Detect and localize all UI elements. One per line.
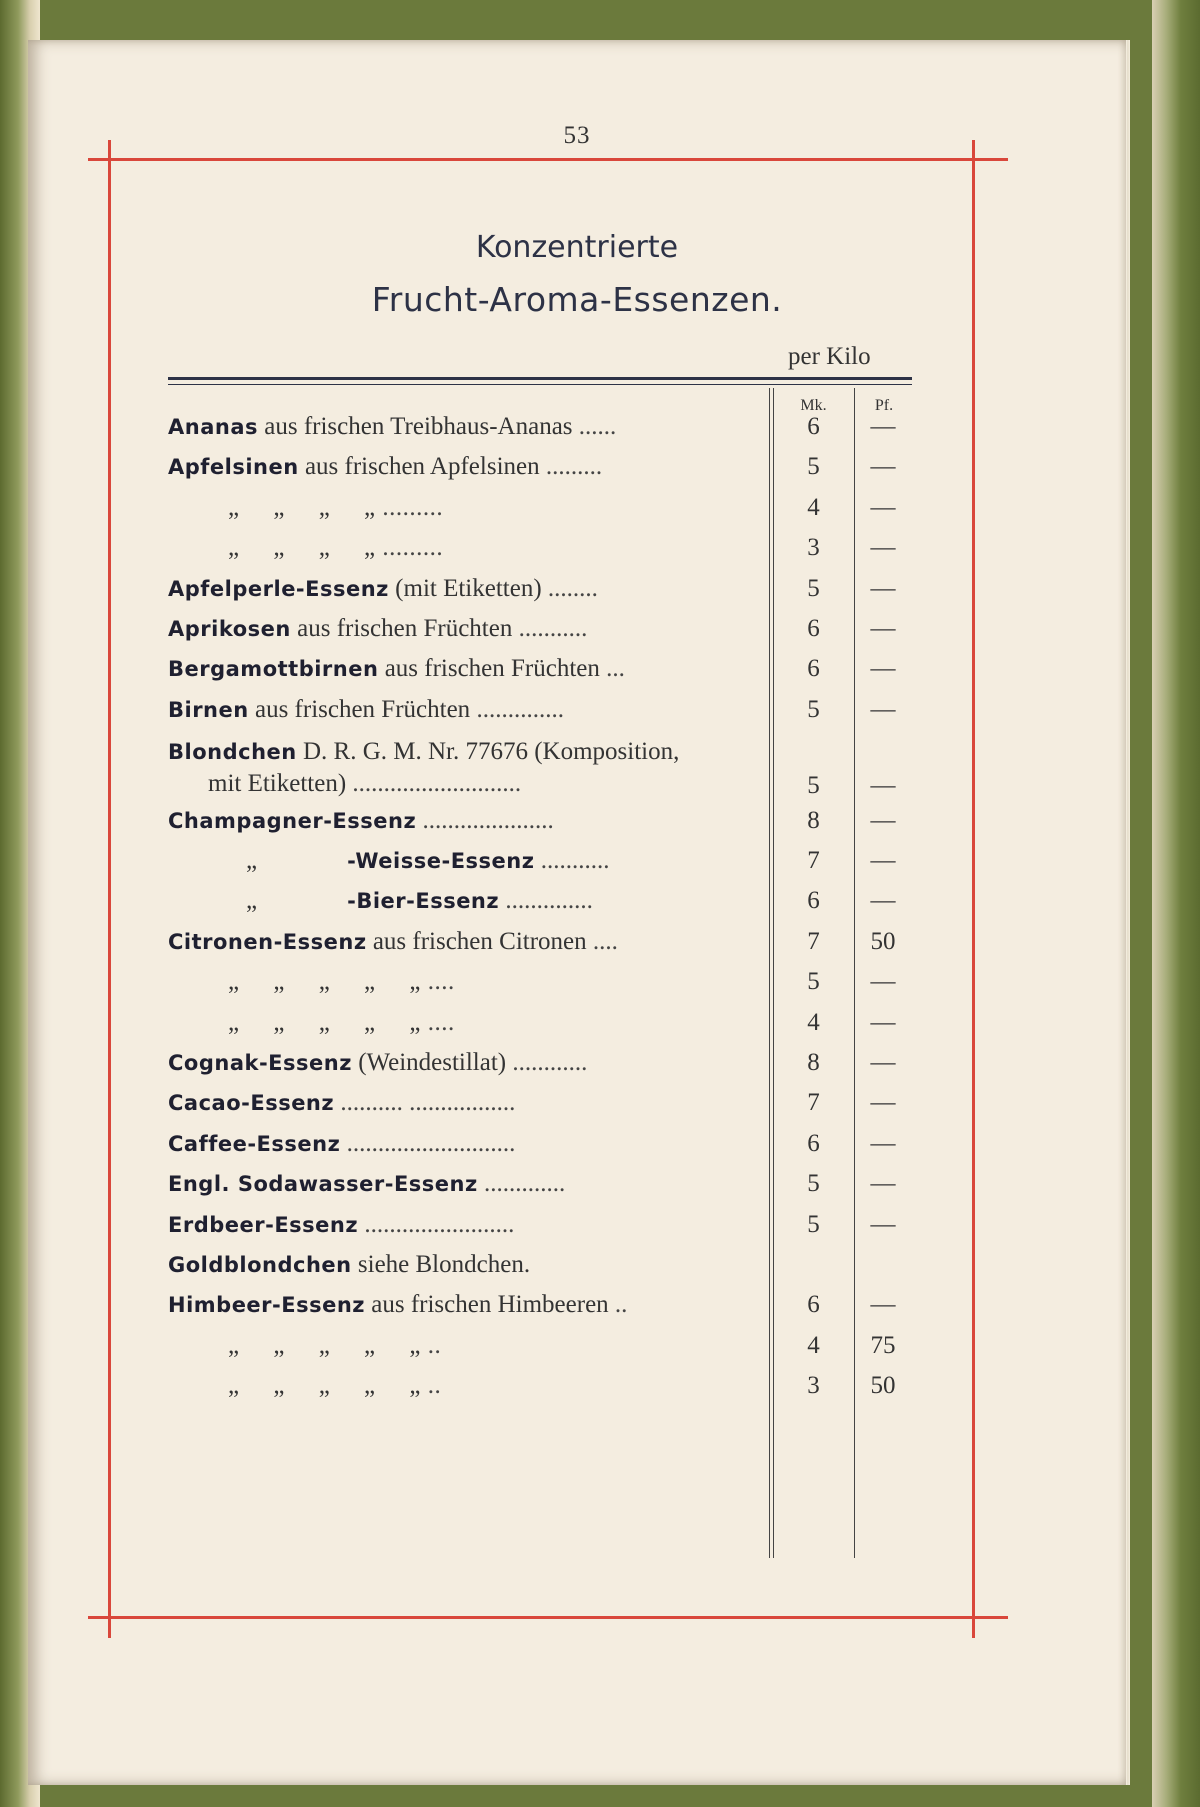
row-description xyxy=(168,887,768,915)
price-mark: 5 xyxy=(807,453,820,480)
ditto-marks: „ „ „ „ „ xyxy=(228,1372,421,1399)
price-pfennig: — xyxy=(870,968,896,995)
price-mark: 5 xyxy=(807,772,820,799)
row-description xyxy=(168,1211,768,1239)
leader-dots: ...... xyxy=(578,413,617,440)
leader-dots: ........... xyxy=(540,847,610,874)
price-pfennig: — xyxy=(870,1130,896,1157)
price-row xyxy=(168,968,912,1008)
page-title-line1: Konzentrierte xyxy=(475,230,679,265)
price-mark: 8 xyxy=(807,1049,820,1076)
leader-dots: .... xyxy=(592,928,618,955)
price-mark: 5 xyxy=(807,968,820,995)
product-detail-cont: mit Etiketten) xyxy=(208,770,347,797)
price-mark: 6 xyxy=(807,413,820,440)
product-detail: siehe Blondchen. xyxy=(357,1251,531,1278)
price-pfennig: — xyxy=(870,615,896,642)
leader-dots: .. xyxy=(614,1291,628,1318)
price-row xyxy=(168,807,912,847)
price-mark: 3 xyxy=(807,1372,820,1399)
row-description xyxy=(168,453,768,481)
price-pfennig: — xyxy=(870,887,896,914)
row-description xyxy=(168,1332,768,1360)
row-description xyxy=(168,1372,768,1400)
product-detail: aus frischen Citronen xyxy=(372,928,587,955)
product-name: -Bier-Essenz xyxy=(347,889,500,913)
price-pfennig: 75 xyxy=(870,1332,896,1359)
row-description xyxy=(168,736,768,800)
book-cover-right xyxy=(1152,0,1200,1807)
product-name: Himbeer-Essenz xyxy=(168,1293,366,1317)
product-detail: aus frischen Früchten xyxy=(297,615,513,642)
leader-dots: ......... xyxy=(382,494,444,521)
leader-dots: ........................ xyxy=(364,1211,515,1238)
price-row xyxy=(168,1332,912,1372)
leader-dots: ............. xyxy=(483,1170,566,1197)
row-description xyxy=(168,413,768,441)
ditto-mark: „ xyxy=(246,887,258,914)
leader-dots: ..................... xyxy=(422,807,554,834)
price-row xyxy=(168,736,912,799)
leader-dots: .... xyxy=(427,968,455,995)
price-row xyxy=(168,1251,912,1291)
row-description xyxy=(168,928,768,956)
product-name: Champagner-Essenz xyxy=(168,809,417,833)
price-row xyxy=(168,534,912,574)
price-mark: 6 xyxy=(807,615,820,642)
price-pfennig: — xyxy=(870,807,896,834)
ditto-marks: „ „ „ „ xyxy=(228,534,376,561)
row-description xyxy=(168,807,768,835)
row-description xyxy=(168,968,768,996)
product-name: Cacao-Essenz xyxy=(168,1091,335,1115)
leader-dots: ... xyxy=(606,655,625,682)
ditto-marks: „ „ „ „ xyxy=(228,494,376,521)
price-pfennig: — xyxy=(870,494,896,521)
price-mark: 5 xyxy=(807,696,820,723)
leader-dots: ......... xyxy=(382,534,444,561)
price-mark: 7 xyxy=(807,1089,820,1116)
price-row xyxy=(168,847,912,887)
row-description xyxy=(168,575,768,603)
leader-dots: .......... ................. xyxy=(340,1089,516,1116)
price-row xyxy=(168,615,912,655)
price-row xyxy=(168,575,912,615)
price-pfennig: 50 xyxy=(870,1372,896,1399)
unit-label: per Kilo xyxy=(788,343,871,370)
price-row xyxy=(168,1170,912,1210)
red-frame-left xyxy=(108,140,111,1638)
row-description xyxy=(168,655,768,683)
leader-dots: ........ xyxy=(547,575,598,602)
price-row xyxy=(168,1049,912,1089)
row-description xyxy=(168,1009,768,1037)
product-detail: D. R. G. M. Nr. 77676 (Komposition, xyxy=(302,738,680,765)
price-mark: 8 xyxy=(807,807,820,834)
product-detail: (mit Etiketten) xyxy=(395,575,542,602)
row-description xyxy=(168,847,768,875)
price-row xyxy=(168,494,912,534)
red-frame-right xyxy=(972,140,975,1638)
row-description xyxy=(168,1291,768,1319)
product-name: Birnen xyxy=(168,698,249,722)
price-pfennig: — xyxy=(870,847,896,874)
product-detail: aus frischen Treibhaus-Ananas xyxy=(264,413,573,440)
product-name: -Weisse-Essenz xyxy=(347,849,535,873)
price-row xyxy=(168,1130,912,1170)
product-name: Engl. Sodawasser-Essenz xyxy=(168,1172,478,1196)
price-row xyxy=(168,1089,912,1129)
leader-dots: .............. xyxy=(476,696,564,723)
leader-dots: ............ xyxy=(512,1049,588,1076)
book-page xyxy=(28,40,1126,1785)
leader-dots: .. xyxy=(427,1372,442,1399)
ditto-marks: „ „ „ „ „ xyxy=(228,968,421,995)
price-mark: 7 xyxy=(807,847,820,874)
price-pfennig: — xyxy=(870,1170,896,1197)
price-row xyxy=(168,1291,912,1331)
product-name: Ananas xyxy=(168,415,258,439)
product-name: Apfelsinen xyxy=(168,455,299,479)
product-detail: aus frischen Apfelsinen xyxy=(304,453,540,480)
leader-dots: .... xyxy=(427,1009,455,1036)
price-pfennig: — xyxy=(870,1009,896,1036)
leader-dots: ........... xyxy=(518,615,588,642)
price-pfennig: — xyxy=(870,772,896,799)
row-description xyxy=(168,1170,768,1198)
product-detail: aus frischen Früchten xyxy=(384,655,600,682)
row-description xyxy=(168,1130,768,1158)
leader-dots: .. xyxy=(427,1332,442,1359)
product-name: Erdbeer-Essenz xyxy=(168,1213,359,1237)
price-pfennig: — xyxy=(870,453,896,480)
price-pfennig: — xyxy=(870,413,896,440)
row-description xyxy=(168,1049,768,1077)
row-description xyxy=(168,615,768,643)
price-pfennig: — xyxy=(870,1089,896,1116)
product-name: Citronen-Essenz xyxy=(168,930,367,954)
page-number: 53 xyxy=(563,122,591,149)
column-header-mark: Mk. xyxy=(800,397,827,414)
price-pfennig: 50 xyxy=(870,928,896,955)
price-mark: 6 xyxy=(807,1130,820,1157)
product-detail: (Weindestillat) xyxy=(358,1049,507,1076)
leader-dots: ......... xyxy=(545,453,603,480)
header-rule-thin xyxy=(168,384,912,385)
product-name: Goldblondchen xyxy=(168,1253,352,1277)
red-frame-bottom xyxy=(88,1616,1008,1619)
page-title-line2: Frucht-Aroma-Essenzen. xyxy=(371,280,783,319)
price-pfennig: — xyxy=(870,1291,896,1318)
product-name: Blondchen xyxy=(168,740,297,764)
price-pfennig: — xyxy=(870,1049,896,1076)
row-description xyxy=(168,1089,768,1117)
price-row xyxy=(168,655,912,695)
price-pfennig: — xyxy=(870,575,896,602)
leader-dots: ........................... xyxy=(352,770,522,797)
product-name: Bergamottbirnen xyxy=(168,657,379,681)
price-mark: 7 xyxy=(807,928,820,955)
price-row xyxy=(168,453,912,493)
row-description xyxy=(168,1251,768,1279)
ditto-marks: „ „ „ „ „ xyxy=(228,1009,421,1036)
price-mark: 4 xyxy=(807,1009,820,1036)
leader-dots: ........................... xyxy=(346,1130,516,1157)
price-pfennig: — xyxy=(870,534,896,561)
leader-dots: .............. xyxy=(505,887,593,914)
ditto-marks: „ „ „ „ „ xyxy=(228,1332,421,1359)
price-mark: 4 xyxy=(807,494,820,521)
price-row xyxy=(168,696,912,736)
price-mark: 6 xyxy=(807,887,820,914)
price-row xyxy=(168,1372,912,1412)
price-mark: 5 xyxy=(807,1170,820,1197)
ditto-mark: „ xyxy=(246,847,258,874)
column-header-pfennig: Pf. xyxy=(874,397,894,414)
price-row xyxy=(168,928,912,968)
product-name: Apfelperle-Essenz xyxy=(168,577,389,601)
product-name: Cognak-Essenz xyxy=(168,1051,352,1075)
price-pfennig: — xyxy=(870,655,896,682)
price-row xyxy=(168,1009,912,1049)
price-row xyxy=(168,413,912,453)
price-mark: 6 xyxy=(807,1291,820,1318)
header-rule-thick xyxy=(168,377,912,380)
product-name: Caffee-Essenz xyxy=(168,1132,341,1156)
price-pfennig: — xyxy=(870,1211,896,1238)
price-mark: 4 xyxy=(807,1332,820,1359)
red-frame-top xyxy=(88,158,1008,161)
price-mark: 5 xyxy=(807,1211,820,1238)
row-description xyxy=(168,494,768,522)
price-mark: 5 xyxy=(807,575,820,602)
row-description xyxy=(168,696,768,724)
price-pfennig: — xyxy=(870,696,896,723)
price-row xyxy=(168,1211,912,1251)
product-detail: aus frischen Früchten xyxy=(254,696,471,723)
product-detail: aus frischen Himbeeren xyxy=(371,1291,609,1318)
row-description xyxy=(168,534,768,562)
price-mark: 3 xyxy=(807,534,820,561)
product-name: Aprikosen xyxy=(168,617,291,641)
price-mark: 6 xyxy=(807,655,820,682)
price-row xyxy=(168,887,912,927)
